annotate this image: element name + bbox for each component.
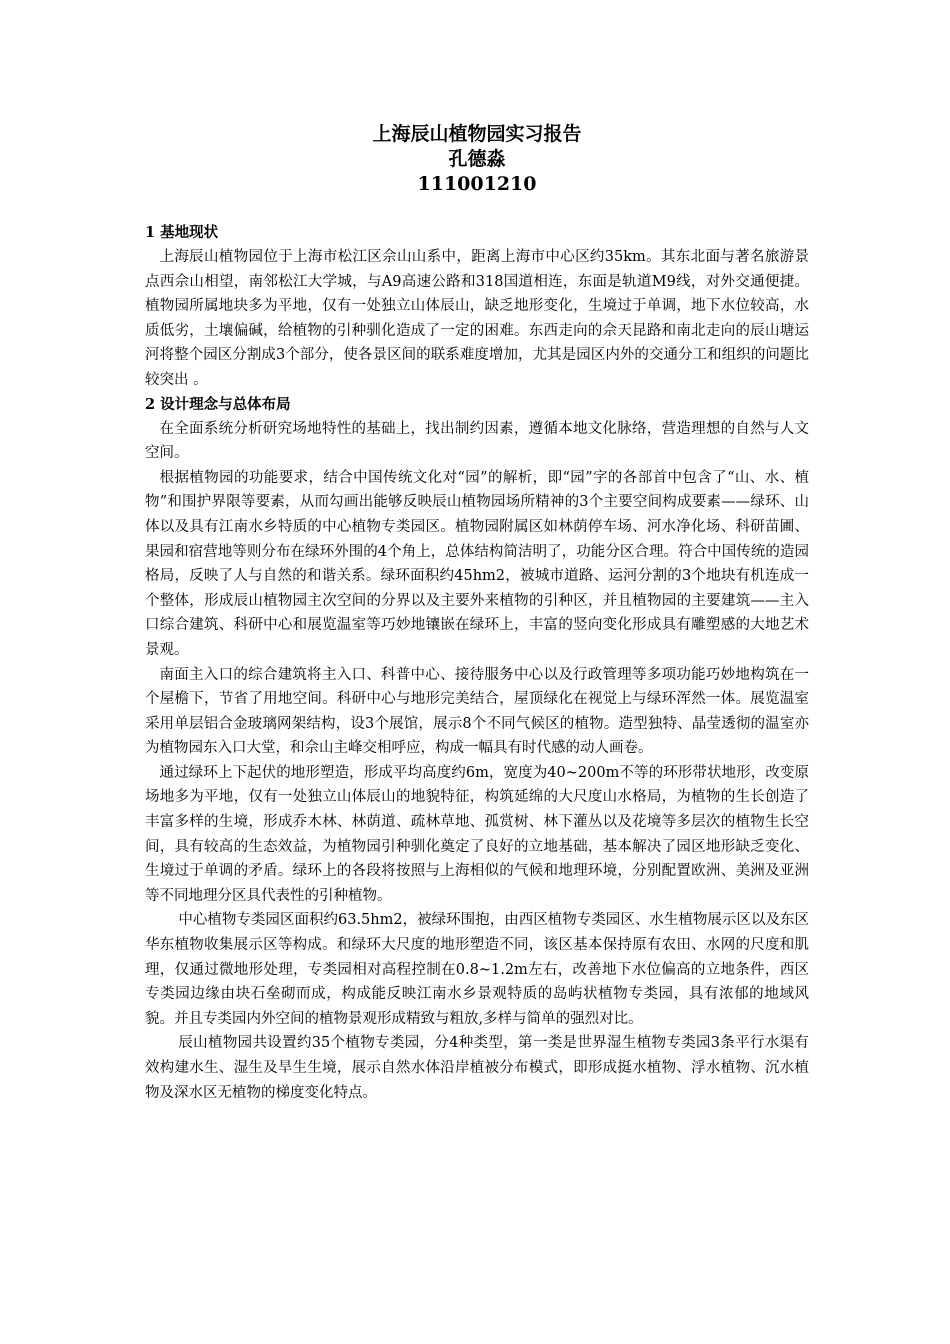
document-student-id: 111001210 bbox=[417, 173, 537, 195]
section-heading: 2 设计理念与总体布局 bbox=[145, 395, 291, 413]
paragraph: 辰山植物园共设置约35个植物专类园，分4种类型，第一类是世界湿生植物专类园3条平行水渠有效构建水生、湿生及旱生生境，展示自然水体沿岸植被分布模式，即形成挺水植物、浮水植物、沉水植物及深水区无植物的梯度变化特点。 bbox=[145, 1035, 809, 1101]
section-design-concept bbox=[145, 393, 809, 1106]
section-site-status bbox=[145, 221, 809, 393]
paragraph: 上海辰山植物园位于上海市松江区佘山山系中，距离上海市中心区约35km。其东北面与著名旅游景点西佘山相望，南邻松江大学城，与A9高速公路和318国道相连，东面是轨道M9线，对外交通便捷。植物园所属地块多为平地，仅有一处独立山体辰山，缺乏地形变化，生境过于单调，地下水位较高，水质低劣，土壤偏碱，给植物的引种驯化造成了一定的困难。东西走向的佘天昆路和南北走向的辰山塘运河将整个园区分割成3个部分，使各景区间的联系难度增加，尤其是园区内外的交通分工和组织的问题比较突出 。 bbox=[145, 249, 809, 388]
paragraph: 南面主入口的综合建筑将主入口、科普中心、接待服务中心以及行政管理等多项功能巧妙地构筑在一个屋檐下，节省了用地空间。科研中心与地形完美结合，屋顶绿化在视觉上与绿环浑然一体。展览温室采用单层铝合金玻璃网架结构，设3个展馆，展示8个不同气候区的植物。造型独特、晶莹透彻的温室亦为植物园东入口大堂，和佘山主峰交相呼应，构成一幅具有时代感的动人画卷。 bbox=[145, 666, 809, 757]
paragraph: 中心植物专类园区面积约63.5hm2，被绿环围抱，由西区植物专类园区、水生植物展示区以及东区华东植物收集展示区等构成。和绿环大尺度的地形塑造不同，该区基本保持原有农田、水网的尺度和肌理，仅通过微地形处理，专类园相对高程控制在0.8~1.2m左右，改善地下水位偏高的立地条件，西区专类园边缘由块石垒砌而成，构成能反映江南水乡景观特质的岛屿状植物专类园，具有浓郁的地域风貌。并且专类园内外空间的植物景观形成精致与粗放,多样与简单的强烈对比。 bbox=[145, 912, 809, 1027]
document-author: 孔德淼 bbox=[448, 148, 506, 170]
document-title: 上海辰山植物园实习报告 bbox=[372, 123, 582, 145]
paragraph: 根据植物园的功能要求，结合中国传统文化对“园”的解析，即“园”字的各部首中包含了“山、水、植物”和围护界限等要素，从而勾画出能够反映辰山植物园场所精神的3个主要空间构成要素——绿环、山体以及具有江南水乡特质的中心植物专类园区。植物园附属区如林荫停车场、河水净化场、科研苗圃、果园和宿营地等则分布在绿环外围的4个角上，总体结构简洁明了，功能分区合理。符合中国传统的造园格局，反映了人与自然的和谐关系。绿环面积约45hm2，被城市道路、运河分割的3个地块有机连成一个整体，形成辰山植物园主次空间的分界以及主要外来植物的引种区，并且植物园的主要建筑——主入口综合建筑、科研中心和展览温室等巧妙地镶嵌在绿环上，丰富的竖向变化形成具有雕塑感的大地艺术景观。 bbox=[145, 469, 809, 658]
paragraph: 通过绿环上下起伏的地形塑造，形成平均高度约6m，宽度为40~200m不等的环形带状地形，改变原场地多为平地，仅有一处独立山体辰山的地貌特征，构筑延绵的大尺度山水格局，为植物的生长创造了丰富多样的生境，形成乔木林、林荫道、疏林草地、孤赏树、林下灌丛以及花境等多层次的植物生长空间，具有较高的生态效益，为植物园引种驯化奠定了良好的立地基础，基本解决了园区地形缺乏变化、生境过于单调的矛盾。绿环上的各段将按照与上海相似的气候和地理环境，分别配置欧洲、美洲及亚洲等不同地理分区具代表性的引种植物。 bbox=[145, 764, 809, 904]
title-block bbox=[145, 122, 809, 197]
section-heading: 1 基地现状 bbox=[145, 224, 219, 241]
document-page bbox=[145, 122, 809, 1105]
paragraph: 在全面系统分析研究场地特性的基础上，找出制约因素，遵循本地文化脉络，营造理想的自然与人文空间。 bbox=[145, 420, 809, 462]
